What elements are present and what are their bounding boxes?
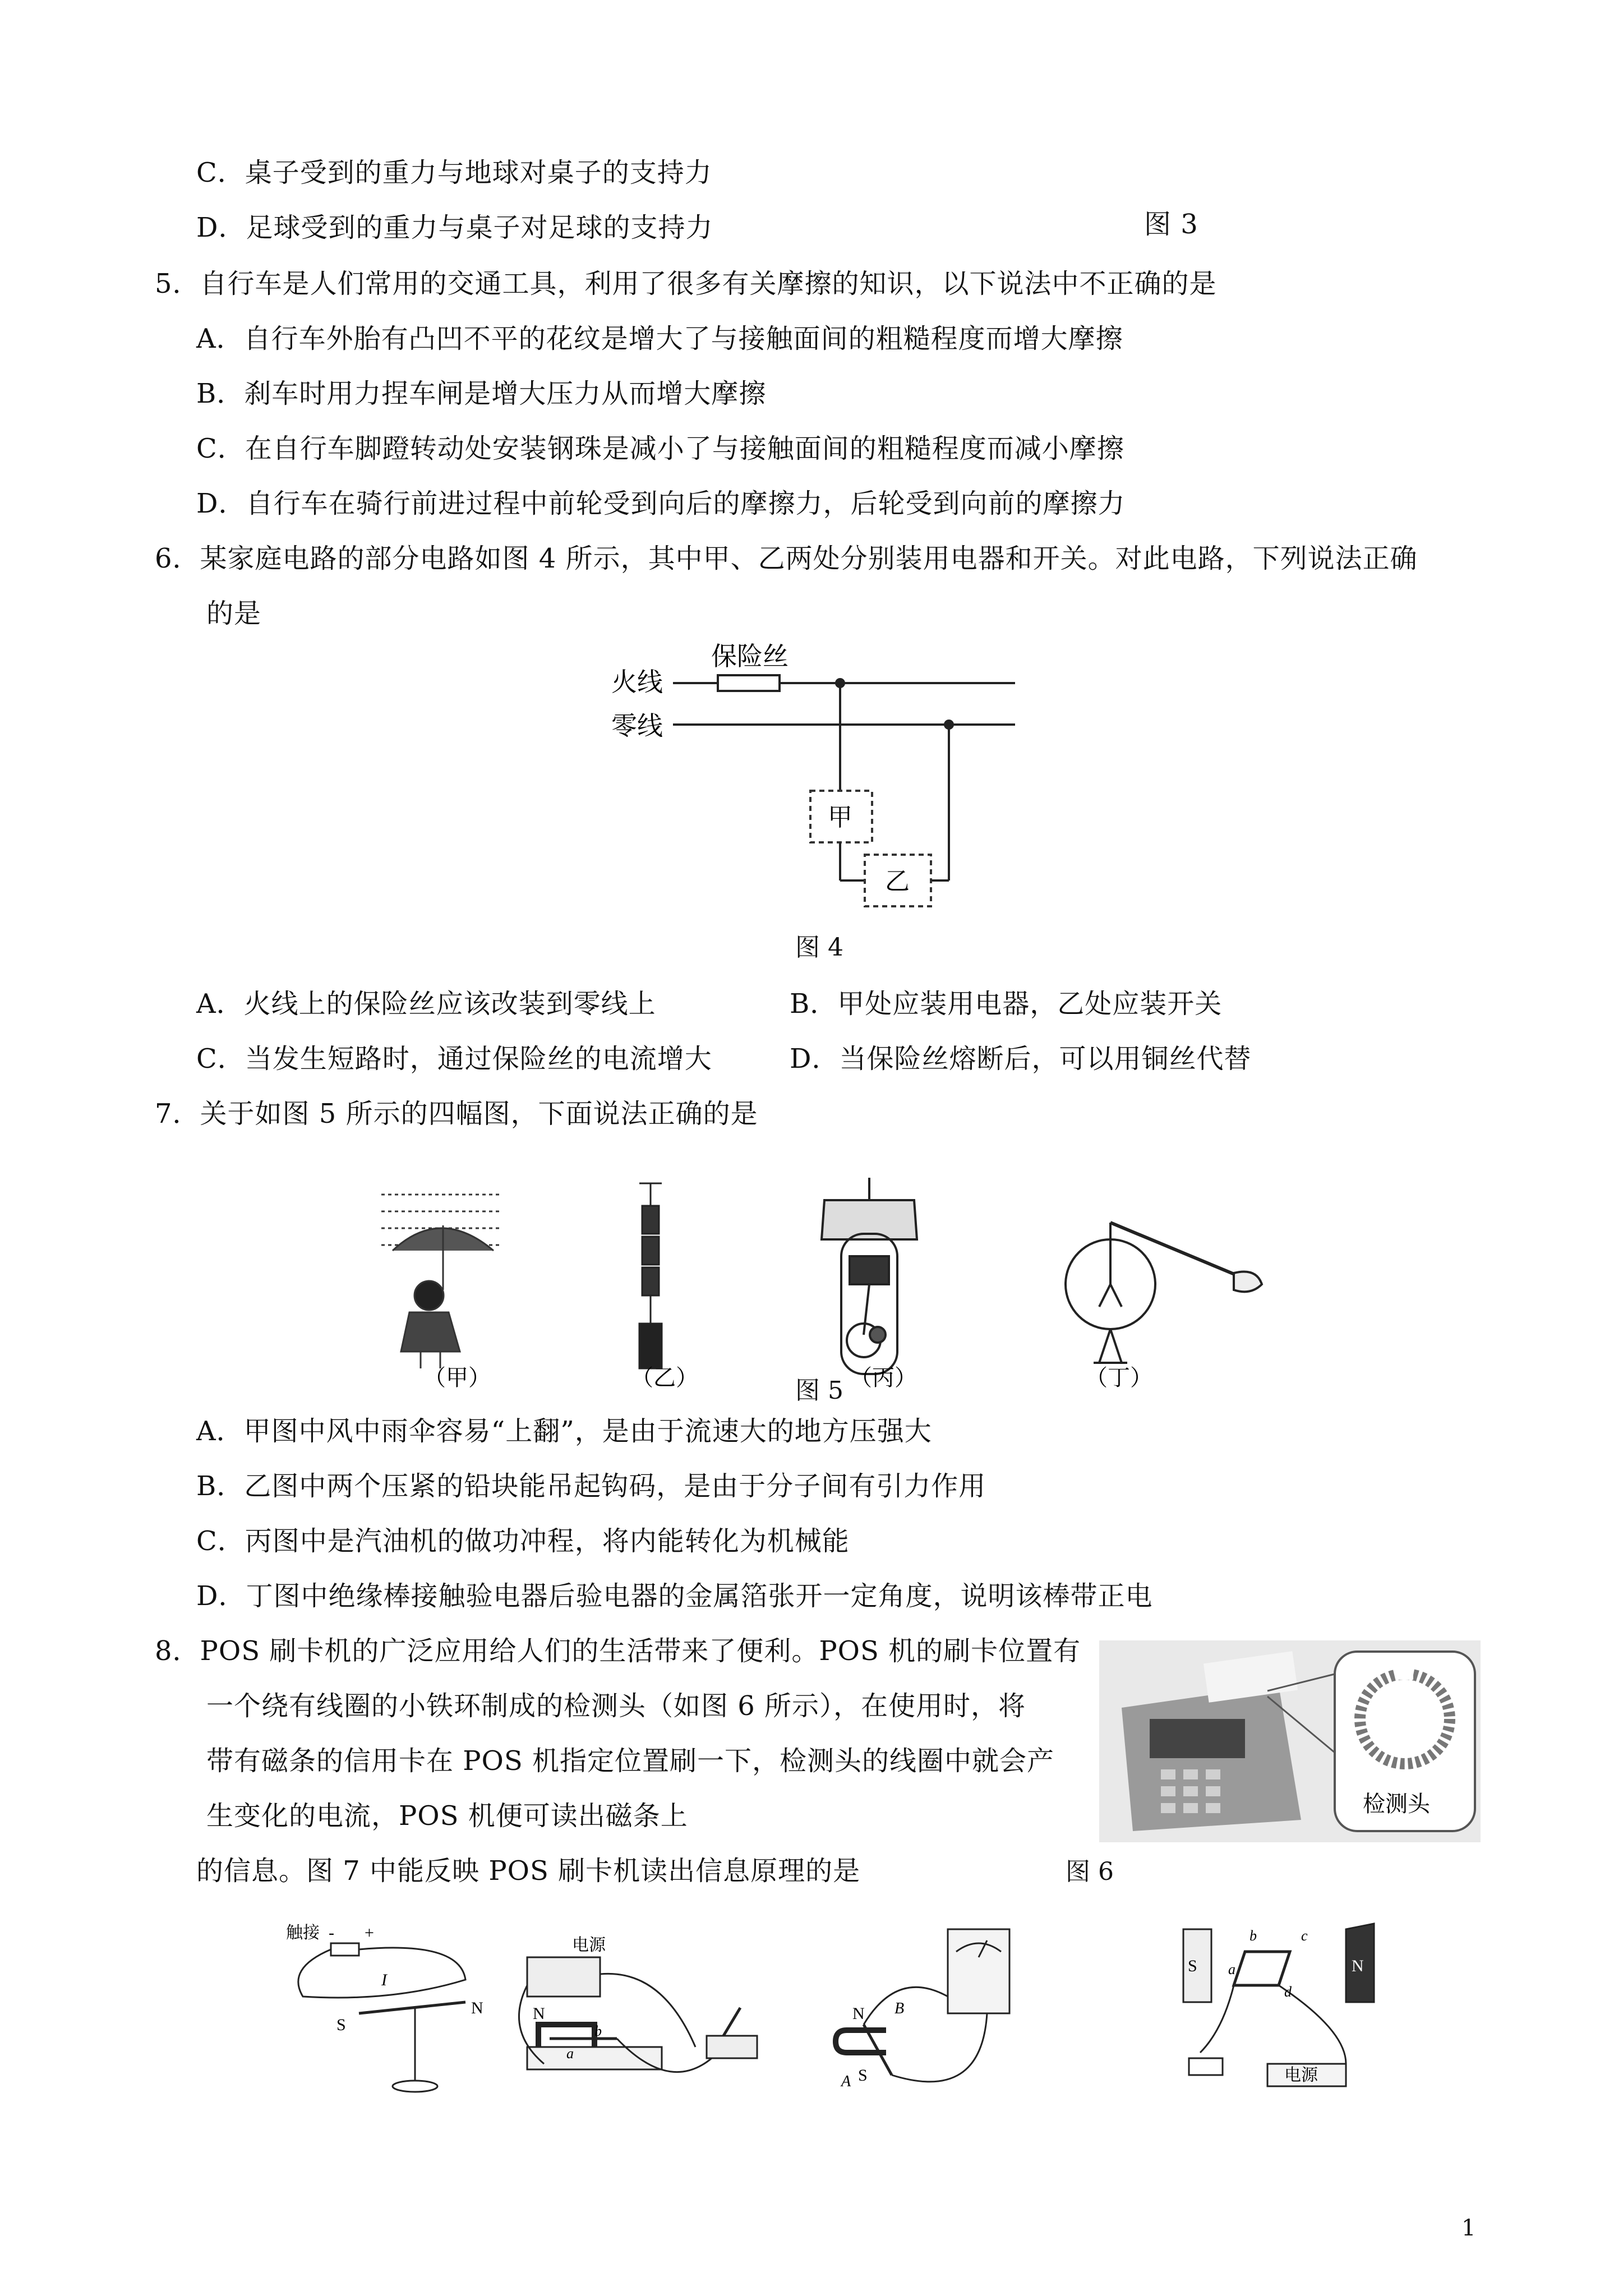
q5-stem: 5．自行车是人们常用的交通工具，利用了很多有关摩擦的知识，以下说法中不正确的是 (155, 268, 1217, 299)
coil-motor-image (1183, 1924, 1374, 2086)
fig7b-power-label: 电源 (572, 1936, 606, 1954)
box-jia-label: 甲 (828, 804, 852, 831)
electroscope-image (1066, 1223, 1262, 1363)
q7-stem: 7．关于如图 5 所示的四幅图，下面说法正确的是 (155, 1098, 758, 1129)
fig7b-n-label: N (533, 2004, 545, 2023)
q4-option-d: D．足球受到的重力与桌子对足球的支持力 (196, 212, 713, 243)
figure-5-caption: 图 5 (795, 1376, 843, 1405)
umbrella-girl-image (381, 1195, 499, 1368)
figure-5-label-jia: （甲） (423, 1365, 491, 1391)
fig7a-minus-label: - (329, 1924, 334, 1942)
figure-5-label-yi: （乙） (631, 1365, 698, 1391)
lead-blocks-image (639, 1183, 662, 1368)
box-yi-label: 乙 (885, 868, 910, 895)
figure-4-circuit (606, 639, 1032, 920)
q6-option-a: A．火线上的保险丝应该改装到零线上 (196, 988, 656, 1020)
figure-7-images (280, 1918, 1436, 2120)
q8-line3: 带有磁条的信用卡在 POS 机指定位置刷一下，检测头的线圈中就会产 (206, 1745, 1055, 1777)
q7-option-a: A．甲图中风中雨伞容易“上翻”，是由于流速大的地方压强大 (196, 1416, 932, 1447)
fig7c-a-label: A (841, 2073, 851, 2090)
q5-option-d: D．自行车在骑行前进过程中前轮受到向后的摩擦力，后轮受到向前的摩擦力 (196, 488, 1126, 519)
fig7a-plus-label: + (365, 1924, 374, 1942)
q6-option-c: C．当发生短路时，通过保险丝的电流增大 (196, 1043, 712, 1075)
q8-line4: 生变化的电流，POS 机便可读出磁条上 (206, 1800, 688, 1832)
motor-principle-image (519, 1957, 757, 2072)
pos-screen (1150, 1719, 1245, 1758)
fig7b-b-label: b (594, 2023, 602, 2039)
fig7d-d-label: d (1284, 1984, 1292, 2000)
fig7c-n-label: N (852, 2004, 865, 2023)
figure-5-images (370, 1172, 1267, 1396)
q6-stem-line1: 6．某家庭电路的部分电路如图 4 所示，其中甲、乙两处分别装用电器和开关。对此电路，下列说法正确 (155, 543, 1418, 574)
fig7d-b-label: b (1249, 1928, 1257, 1944)
fig7d-s-label: S (1188, 1957, 1197, 1975)
q7-option-b: B．乙图中两个压紧的铅块能吊起钩码，是由于分子间有引力作用 (196, 1470, 986, 1502)
detection-head-label: 检测头 (1363, 1792, 1430, 1816)
q6-stem-line2: 的是 (206, 598, 262, 629)
q6-option-d: D．当保险丝熔断后，可以用铜丝代替 (790, 1043, 1252, 1075)
fuse-symbol (718, 675, 780, 691)
fig7b-a-label: a (566, 2045, 574, 2062)
page-number: 1 (1461, 2215, 1476, 2241)
q5-option-a: A．自行车外胎有凸凹不平的花纹是增大了与接触面间的粗糙程度而增大摩擦 (196, 323, 1123, 354)
engine-cylinder-image (822, 1178, 917, 1374)
figure-5-label-ding: （丁） (1085, 1365, 1152, 1391)
fig7a-current-label: I (381, 1971, 387, 1989)
q7-option-d: D．丁图中绝缘棒接触验电器后验电器的金属箔张开一定角度，说明该棒带正电 (196, 1580, 1153, 1612)
q5-option-b: B．刹车时用力捏车闸是增大压力从而增大摩擦 (196, 378, 767, 409)
neutral-wire-label: 零线 (611, 711, 663, 740)
fig7d-a-label: a (1228, 1961, 1235, 1977)
fig7a-n-label: N (471, 1999, 483, 2017)
figure-3-caption: 图 3 (1144, 209, 1198, 240)
figure-5-label-bing: （丙） (850, 1365, 917, 1391)
fig7d-power-label: 电源 (1284, 2066, 1318, 2085)
fig7a-touch-label: 触接 (286, 1924, 320, 1942)
fig7d-n-label: N (1352, 1957, 1364, 1975)
figure-6-pos-image (1099, 1640, 1481, 1842)
fig7a-s-label: S (336, 2016, 346, 2034)
figure-4-caption: 图 4 (795, 933, 843, 962)
fig7c-b-label: B (895, 2000, 905, 2017)
q8-line1: 8．POS 刷卡机的广泛应用给人们的生活带来了便利。POS 机的刷卡位置有 (155, 1635, 1081, 1667)
fuse-label: 保险丝 (711, 642, 789, 671)
live-wire-label: 火线 (611, 667, 663, 697)
oersted-experiment-image (298, 1943, 465, 2092)
q8-line5: 的信息。图 7 中能反映 POS 刷卡机读出信息原理的是 (196, 1855, 861, 1887)
q8-line2: 一个绕有线圈的小铁环制成的检测头（如图 6 所示），在使用时，将 (206, 1690, 1026, 1722)
q6-option-b: B．甲处应装用电器，乙处应装开关 (790, 988, 1223, 1020)
q5-option-c: C．在自行车脚蹬转动处安装钢珠是减小了与接触面间的粗糙程度而减小摩擦 (196, 433, 1124, 464)
fig7c-s-label: S (858, 2066, 868, 2085)
figure-6-caption: 图 6 (1066, 1857, 1114, 1886)
fig7d-c-label: c (1301, 1928, 1308, 1944)
q7-option-c: C．丙图中是汽油机的做功冲程，将内能转化为机械能 (196, 1525, 850, 1557)
q4-option-c: C．桌子受到的重力与地球对桌子的支持力 (196, 157, 712, 188)
